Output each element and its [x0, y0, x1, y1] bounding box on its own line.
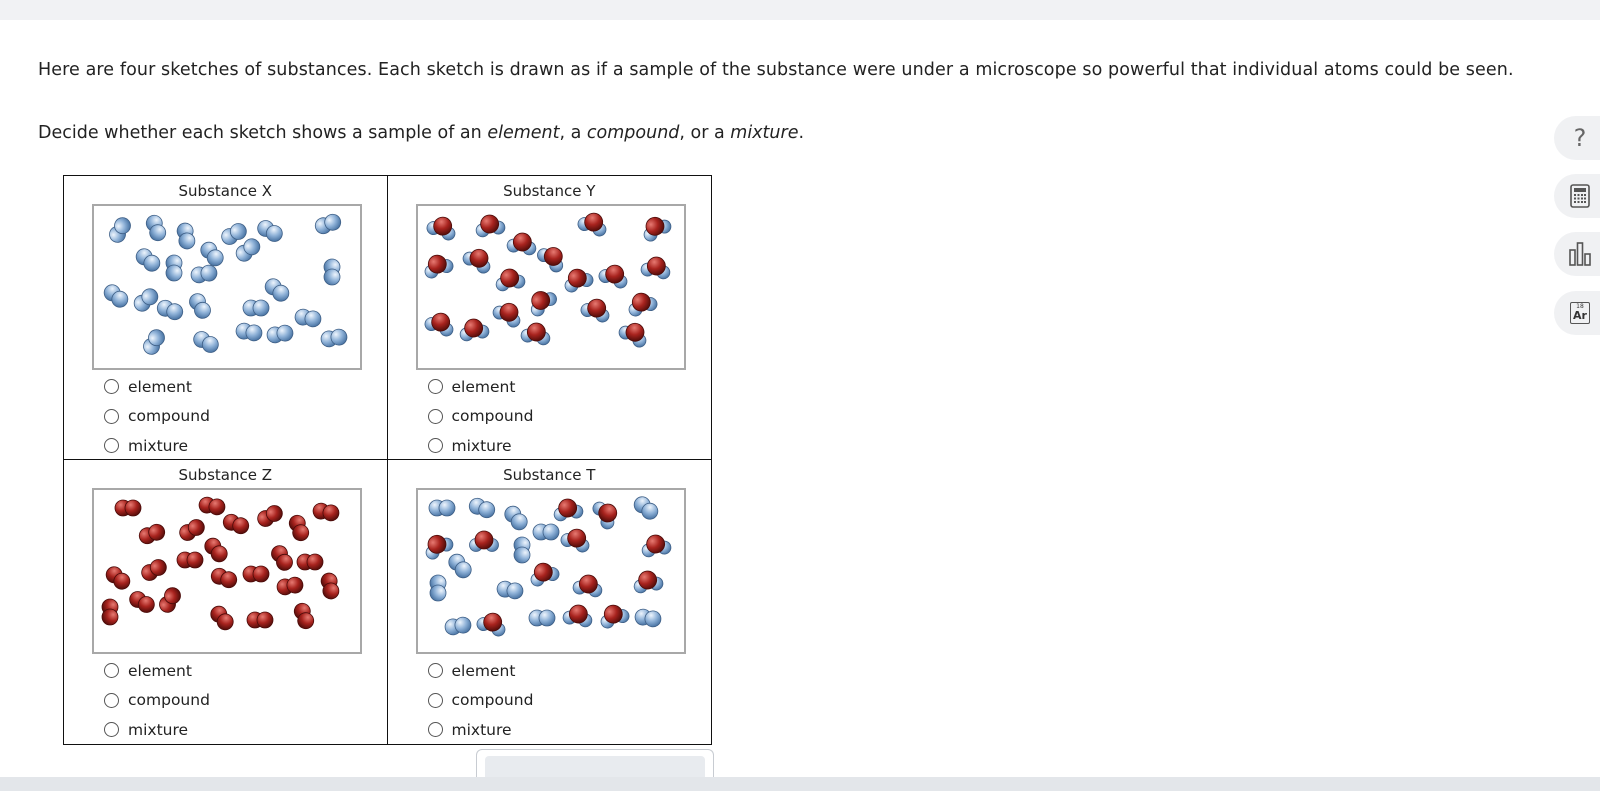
data-chart-icon: [1566, 240, 1594, 268]
option-compound[interactable]: [428, 402, 534, 432]
term-element: element: [487, 123, 560, 143]
red-atom: [307, 554, 323, 570]
molecule: [425, 213, 459, 242]
molecule: [176, 222, 196, 250]
molecule: [630, 494, 660, 523]
molecule: [506, 231, 538, 256]
molecule: [202, 535, 231, 565]
molecule: [255, 503, 286, 530]
molecule: [443, 616, 471, 636]
substance-grid: [63, 175, 712, 745]
molecule: [243, 566, 269, 582]
molecule: [631, 569, 663, 594]
red-atom: [102, 609, 118, 625]
blue-atom: [539, 610, 555, 626]
periodic-table-icon: [1570, 302, 1590, 324]
blue-atom: [253, 300, 269, 316]
molecule: [493, 267, 525, 292]
substance-title: Substance Z: [178, 466, 272, 484]
substance-cell-y: [388, 176, 712, 460]
red-atom: [187, 552, 203, 568]
help-button[interactable]: [1554, 116, 1600, 160]
molecule: [419, 529, 454, 561]
molecule: [141, 327, 168, 358]
option-label: element: [128, 661, 192, 680]
option-label: compound: [128, 407, 210, 426]
option-label: compound: [451, 407, 534, 426]
molecule: [198, 239, 227, 269]
molecule: [596, 601, 630, 630]
molecule: [144, 213, 168, 243]
blue-atom: [430, 585, 446, 601]
option-element[interactable]: [428, 372, 534, 402]
molecule: [139, 557, 170, 584]
red-atom: [257, 612, 273, 628]
option-mixture[interactable]: [428, 431, 534, 461]
bottom-action-panel[interactable]: [476, 749, 714, 780]
radio-button[interactable]: [104, 693, 119, 708]
option-compound[interactable]: [428, 686, 534, 716]
molecule: [475, 609, 509, 638]
red-atom: [253, 566, 269, 582]
radio-button[interactable]: [428, 693, 443, 708]
term-mixture: mixture: [730, 123, 799, 143]
molecule: [266, 324, 294, 344]
blue-atom: [439, 500, 455, 516]
radio-button[interactable]: [428, 663, 443, 678]
molecule: [430, 575, 446, 601]
molecule: [423, 309, 457, 338]
molecule: [572, 573, 604, 598]
substance-cell-x: [64, 176, 388, 460]
molecule: [190, 264, 218, 284]
molecule: [312, 502, 340, 522]
substance-title: Substance T: [503, 466, 596, 484]
molecule: [597, 261, 631, 290]
molecule: [576, 209, 610, 238]
molecule: [166, 255, 182, 281]
molecule-sketch: [92, 204, 362, 370]
molecule: [495, 580, 523, 600]
periodic-symbol: Ar: [1573, 309, 1587, 322]
red-atom: [125, 500, 141, 516]
radio-button[interactable]: [104, 722, 119, 737]
molecule: [107, 215, 134, 246]
radio-button[interactable]: [428, 722, 443, 737]
calculator-icon: [1567, 183, 1593, 209]
molecule: [269, 543, 296, 574]
molecule: [529, 610, 555, 626]
radio-button[interactable]: [104, 409, 119, 424]
option-element[interactable]: [104, 372, 210, 402]
question-intro: Here are four sketches of substances. Each sketch is drawn as if a sample of the substance were under a microscope so powerful that individual atoms could be seen.: [38, 60, 1514, 80]
molecule: [520, 321, 552, 346]
option-label: compound: [451, 691, 534, 710]
molecule: [624, 289, 658, 318]
option-label: mixture: [128, 720, 189, 739]
molecule: [457, 317, 489, 342]
option-label: mixture: [451, 720, 512, 739]
molecule: [633, 608, 661, 628]
option-label: element: [451, 661, 516, 680]
molecule: [551, 497, 583, 522]
molecule: [191, 329, 222, 356]
option-label: mixture: [128, 436, 189, 455]
molecule: [177, 517, 208, 544]
molecule: [562, 603, 594, 628]
red-atom: [475, 531, 493, 549]
molecule: [469, 531, 498, 552]
molecule-sketch: [416, 488, 686, 654]
blue-atom: [514, 547, 530, 563]
option-label: element: [128, 377, 192, 396]
answer-options: [428, 656, 534, 745]
molecule: [157, 585, 184, 616]
option-label: element: [451, 377, 516, 396]
periodic-table-button[interactable]: [1554, 291, 1600, 335]
data-chart-button[interactable]: [1554, 232, 1600, 276]
molecule: [639, 533, 671, 558]
prompt-sep-2: , or a: [679, 123, 731, 143]
molecule: [243, 300, 269, 316]
calculator-button[interactable]: [1554, 174, 1600, 218]
molecule: [460, 243, 495, 275]
prompt-end: .: [798, 123, 805, 143]
molecule: [534, 240, 569, 274]
substance-title: Substance X: [178, 182, 272, 200]
substance-title: Substance Y: [503, 182, 596, 200]
molecule: [640, 255, 672, 280]
molecule: [324, 259, 340, 285]
molecule: [523, 284, 558, 318]
molecule: [198, 496, 226, 516]
molecule-sketch: [416, 204, 686, 370]
molecule: [429, 500, 455, 516]
option-compound[interactable]: [104, 402, 210, 432]
molecule: [247, 612, 273, 628]
prompt-start: Decide whether each sketch shows a sample of an: [38, 123, 488, 143]
option-label: compound: [128, 691, 210, 710]
molecule: [137, 522, 167, 546]
molecule: [637, 211, 672, 243]
molecule: [533, 524, 559, 540]
molecule: [297, 554, 323, 570]
molecule: [501, 503, 530, 533]
molecule: [133, 246, 163, 275]
molecule: [467, 496, 497, 520]
bottom-bar: [0, 777, 1600, 791]
molecule: [590, 496, 622, 531]
molecule: [233, 236, 263, 265]
radio-button[interactable]: [428, 409, 443, 424]
molecule: [155, 298, 185, 322]
molecule: [560, 265, 594, 294]
question-prompt: [38, 122, 804, 144]
molecule: [514, 537, 530, 563]
molecule: [313, 212, 343, 236]
option-label: mixture: [451, 436, 512, 455]
molecule: [127, 589, 158, 616]
molecule: [420, 251, 454, 280]
molecule: [208, 603, 237, 633]
blue-atom: [543, 524, 559, 540]
term-compound: compound: [586, 123, 680, 143]
molecule: [115, 500, 141, 516]
answer-options: [104, 372, 210, 461]
prompt-sep-1: , a: [559, 123, 587, 143]
radio-button[interactable]: [104, 663, 119, 678]
substance-cell-z: [64, 460, 388, 744]
blue-atom: [166, 265, 182, 281]
molecule: [292, 601, 316, 631]
molecule: [103, 564, 133, 593]
molecule: [131, 286, 161, 315]
periodic-number: 18: [1576, 303, 1584, 310]
top-bar: [0, 0, 1600, 20]
molecule-sketch: [92, 488, 362, 654]
radio-button[interactable]: [104, 379, 119, 394]
answer-options: [104, 656, 210, 745]
molecule: [294, 308, 322, 328]
molecule: [320, 572, 340, 600]
molecule: [526, 559, 560, 588]
option-mixture[interactable]: [104, 431, 210, 461]
radio-button[interactable]: [428, 379, 443, 394]
molecule: [187, 291, 214, 322]
blue-atom: [324, 269, 340, 285]
molecule: [287, 513, 311, 543]
molecule: [490, 297, 525, 329]
help-icon: ?: [1573, 124, 1587, 152]
option-compound[interactable]: [104, 686, 210, 716]
molecule: [262, 276, 292, 305]
molecule: [209, 566, 239, 590]
option-mixture[interactable]: [428, 715, 534, 745]
molecule: [255, 218, 286, 245]
molecule: [320, 328, 348, 348]
answer-options: [428, 372, 534, 461]
substance-cell-t: [388, 460, 712, 744]
molecule: [101, 282, 131, 311]
molecule: [177, 552, 203, 568]
molecule: [473, 213, 505, 238]
molecule: [102, 599, 118, 625]
molecule: [579, 295, 613, 324]
radio-button[interactable]: [428, 438, 443, 453]
molecule: [221, 512, 251, 536]
molecule: [276, 576, 304, 596]
molecule: [235, 322, 263, 342]
molecule: [616, 317, 651, 349]
molecule: [445, 551, 474, 581]
option-element[interactable]: [428, 656, 534, 686]
option-element[interactable]: [104, 656, 210, 686]
option-mixture[interactable]: [104, 715, 210, 745]
radio-button[interactable]: [104, 438, 119, 453]
molecule: [559, 525, 593, 554]
